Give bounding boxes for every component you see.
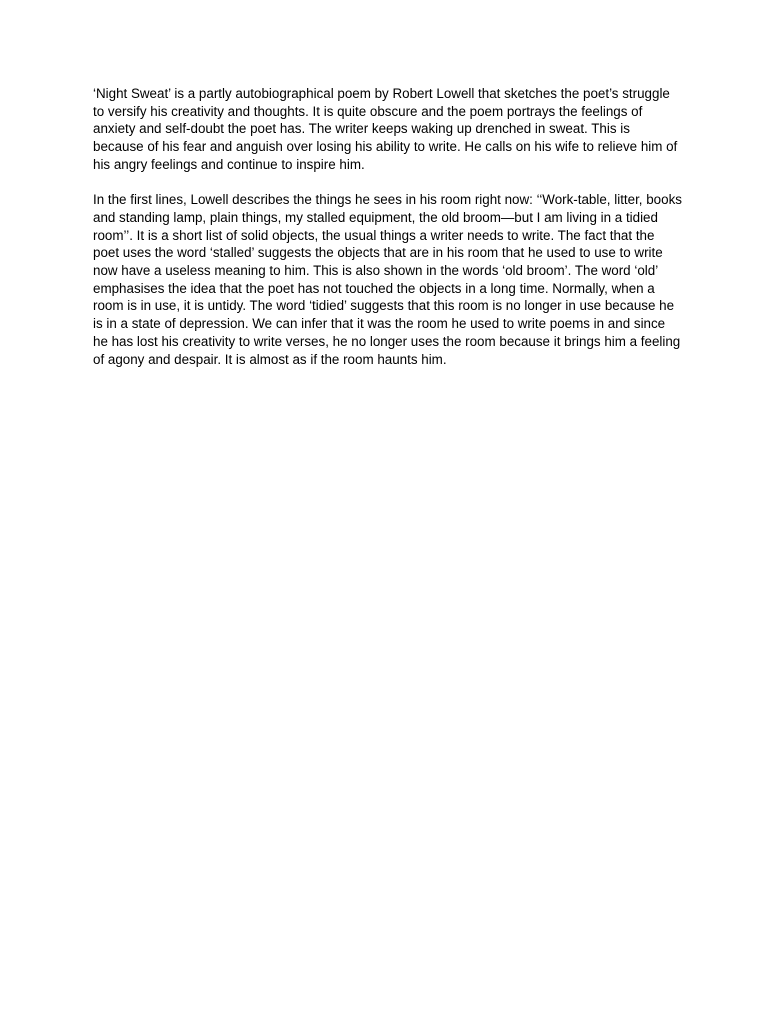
document-body — [93, 85, 683, 386]
paragraph-analysis: In the first lines, Lowell describes the things he sees in his room right now: ‘‘Work-table, litter, books and standing lamp, plain things, my stalled equipment, the old broom—but I am living in a tidied room’’. It is a short list of solid objects, the usual things a writer needs to write. The fact that the poet uses the word ‘stalled’ suggests the objects that are in his room that he used to use to write now have a useless meaning to him. This is also shown in the words ‘old broom’. The word ‘old’ emphasises the idea that the poet has not touched the objects in a long time. Normally, when a room is in use, it is untidy. The word ‘tidied’ suggests that this room is no longer in use because he is in a state of depression. We can infer that it was the room he used to write poems in and since he has lost his creativity to write verses, he no longer uses the room because it brings him a feeling of agony and despair. It is almost as if the room haunts him. — [93, 192, 682, 367]
paragraph-intro: ‘Night Sweat’ is a partly autobiographical poem by Robert Lowell that sketches the poet’s struggle to versify his creativity and thoughts. It is quite obscure and the poem portrays the feelings of anxiety and self-doubt the poet has. The writer keeps waking up drenched in sweat. This is because of his fear and anguish over losing his ability to write. He calls on his wife to relieve him of his angry feelings and continue to inspire him. — [93, 86, 678, 172]
